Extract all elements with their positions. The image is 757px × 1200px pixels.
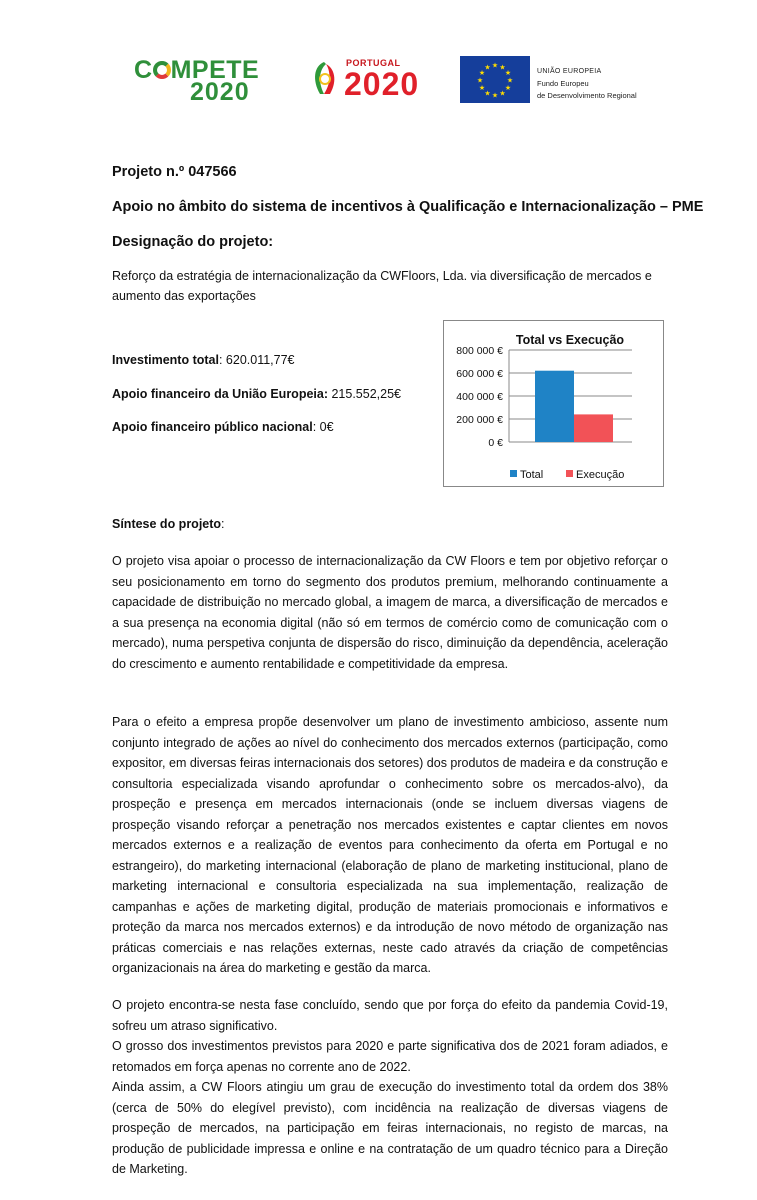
total-investment-label: Investimento total (112, 353, 219, 367)
paragraph-4: O grosso dos investimentos previstos para 2020 e parte significativa dos de 2021 foram adiados, e retomados em força apenas no corrente ano de 2022. (112, 1039, 668, 1074)
eu-line2: Fundo Europeu (537, 79, 589, 88)
chart-y-tick-label: 800 000 € (456, 345, 503, 357)
chart-y-tick-label: 600 000 € (456, 368, 503, 380)
compete-2020-logo (134, 56, 286, 104)
eu-star-icon: ★ (478, 84, 486, 92)
eu-star-icon: ★ (484, 63, 491, 72)
portugal-flag-icon (310, 60, 340, 96)
project-number: Projeto n.º 047566 (112, 164, 237, 180)
eu-line3: de Desenvolvimento Regional (537, 91, 637, 100)
chart-legend-label: Total (520, 469, 544, 481)
total-vs-execution-chart (443, 320, 664, 487)
eu-star-icon: ★ (499, 89, 506, 98)
eu-star-icon: ★ (506, 76, 514, 85)
eu-funding-label: Apoio financeiro da União Europeia: (112, 387, 328, 401)
portugal-label: PORTUGAL (346, 58, 401, 68)
eu-star-icon: ★ (504, 69, 512, 77)
eu-star-icon: ★ (491, 91, 499, 100)
designation-text: Reforço da estratégia de internacionalização da CWFloors, Lda. via diversificação de mercados e aumento das exportações (112, 269, 652, 303)
support-title: Apoio no âmbito do sistema de incentivos à Qualificação e Internacionalização – PME (112, 199, 704, 215)
eu-star-icon: ★ (478, 69, 486, 77)
chart-svg (444, 321, 663, 486)
portugal-2020-logo (310, 54, 448, 104)
eu-star-icon: ★ (491, 61, 499, 70)
paragraph-3: O projeto encontra-se nesta fase concluído, sendo que por força do efeito da pandemia Covid-19, sofreu um atraso significativo. (112, 998, 668, 1033)
paragraph-2: Para o efeito a empresa propõe desenvolver um plano de investimento ambicioso, assente num conjunto integrado de ações ao nível do conhecimento dos mercados externos (participação, como expositor, em diversas feiras internacionais dos setores) dos produtos de madeira e da construção e consultoria especializada visando aprofundar o conhecimento sobre os mercados-alvo), da prospeção e presença em mercados internacionais (onde se incluem diversas viagens de prospeção visando reforçar a penetração nos mercados existentes e captar clientes em novos mercados externos e a realização de eventos para conhecimento da oferta em Portugal e no estrangeiro), do marketing internacional (elaboração de plano de marketing institucional, plano de marketing internacional e consultoria especializada na sua implementação, realização de campanhas e ações de marketing digital, produção de materiais promocionais e informativos e proteção da marca nos mercados externos) e da introdução de novo método de organização nas práticas comerciais e nas relações externas, neste cado através da criação de competências organizacionais na área do marketing e gestão da marca. (112, 715, 668, 975)
paragraph-1: O projeto visa apoiar o processo de internacionalização da CW Floors e tem por objetivo reforçar o seu posicionamento em torno do segmento dos produtos premium, melhorando continuamente a capacidade de distribuição no mercado global, a imagem de marca, a diversificação de mercados e a sua presença na economia digital (não só em termos de comércio como de comunicação com o mercado), numa perspetiva conjunta de dispersão do risco, diminuição da dependência, aceleração do crescimento e aumento rentabilidade e competitividade da empresa. (112, 554, 668, 671)
chart-y-tick-label: 200 000 € (456, 414, 503, 426)
eu-star-icon: ★ (476, 76, 484, 85)
chart-legend-swatch (566, 470, 573, 477)
paragraph-5: Ainda assim, a CW Floors atingiu um grau de execução do investimento total da ordem dos 38% (cerca de 50% do elegível previsto), com incidência na realização de diversas viagens de prospeção de mercados, na participação em feiras internacionais, no registo de marcas, na produção de publicidade impressa e online e na contratação de um quadro técnico para a Direção de Marketing. (112, 1080, 668, 1176)
compete-o-ring-icon (153, 61, 171, 79)
eu-star-icon: ★ (499, 63, 506, 72)
chart-legend-swatch (510, 470, 517, 477)
eu-star-icon: ★ (484, 89, 491, 98)
total-investment-value: : 620.011,77€ (218, 353, 295, 367)
national-funding-value: : 0€ (312, 420, 334, 434)
national-funding (112, 420, 334, 434)
synthesis-heading: Síntese do projeto: (112, 517, 225, 531)
chart-legend-label: Execução (576, 469, 625, 481)
national-funding-label: Apoio financeiro público nacional (112, 420, 313, 434)
eu-funding-value: 215.552,25€ (328, 387, 401, 401)
eu-star-icon: ★ (504, 84, 512, 92)
chart-y-tick-label: 400 000 € (456, 391, 503, 403)
eu-fund-text (537, 66, 637, 102)
portugal-2020-year: 2020 (344, 66, 420, 102)
total-investment (112, 353, 295, 367)
chart-bar-execução (574, 414, 613, 442)
eu-line1: UNIÃO EUROPEIA (537, 68, 602, 75)
eu-funding (112, 387, 401, 401)
eu-flag-icon (460, 56, 530, 103)
chart-bar-total (535, 371, 574, 442)
compete-logo-line1: C MPETE (134, 56, 260, 84)
chart-y-tick-label: 0 € (488, 437, 503, 449)
compete-logo-line2: 2020 (190, 78, 250, 106)
chart-title: Total vs Execução (515, 333, 625, 347)
designation-heading: Designação do projeto: (112, 234, 274, 250)
